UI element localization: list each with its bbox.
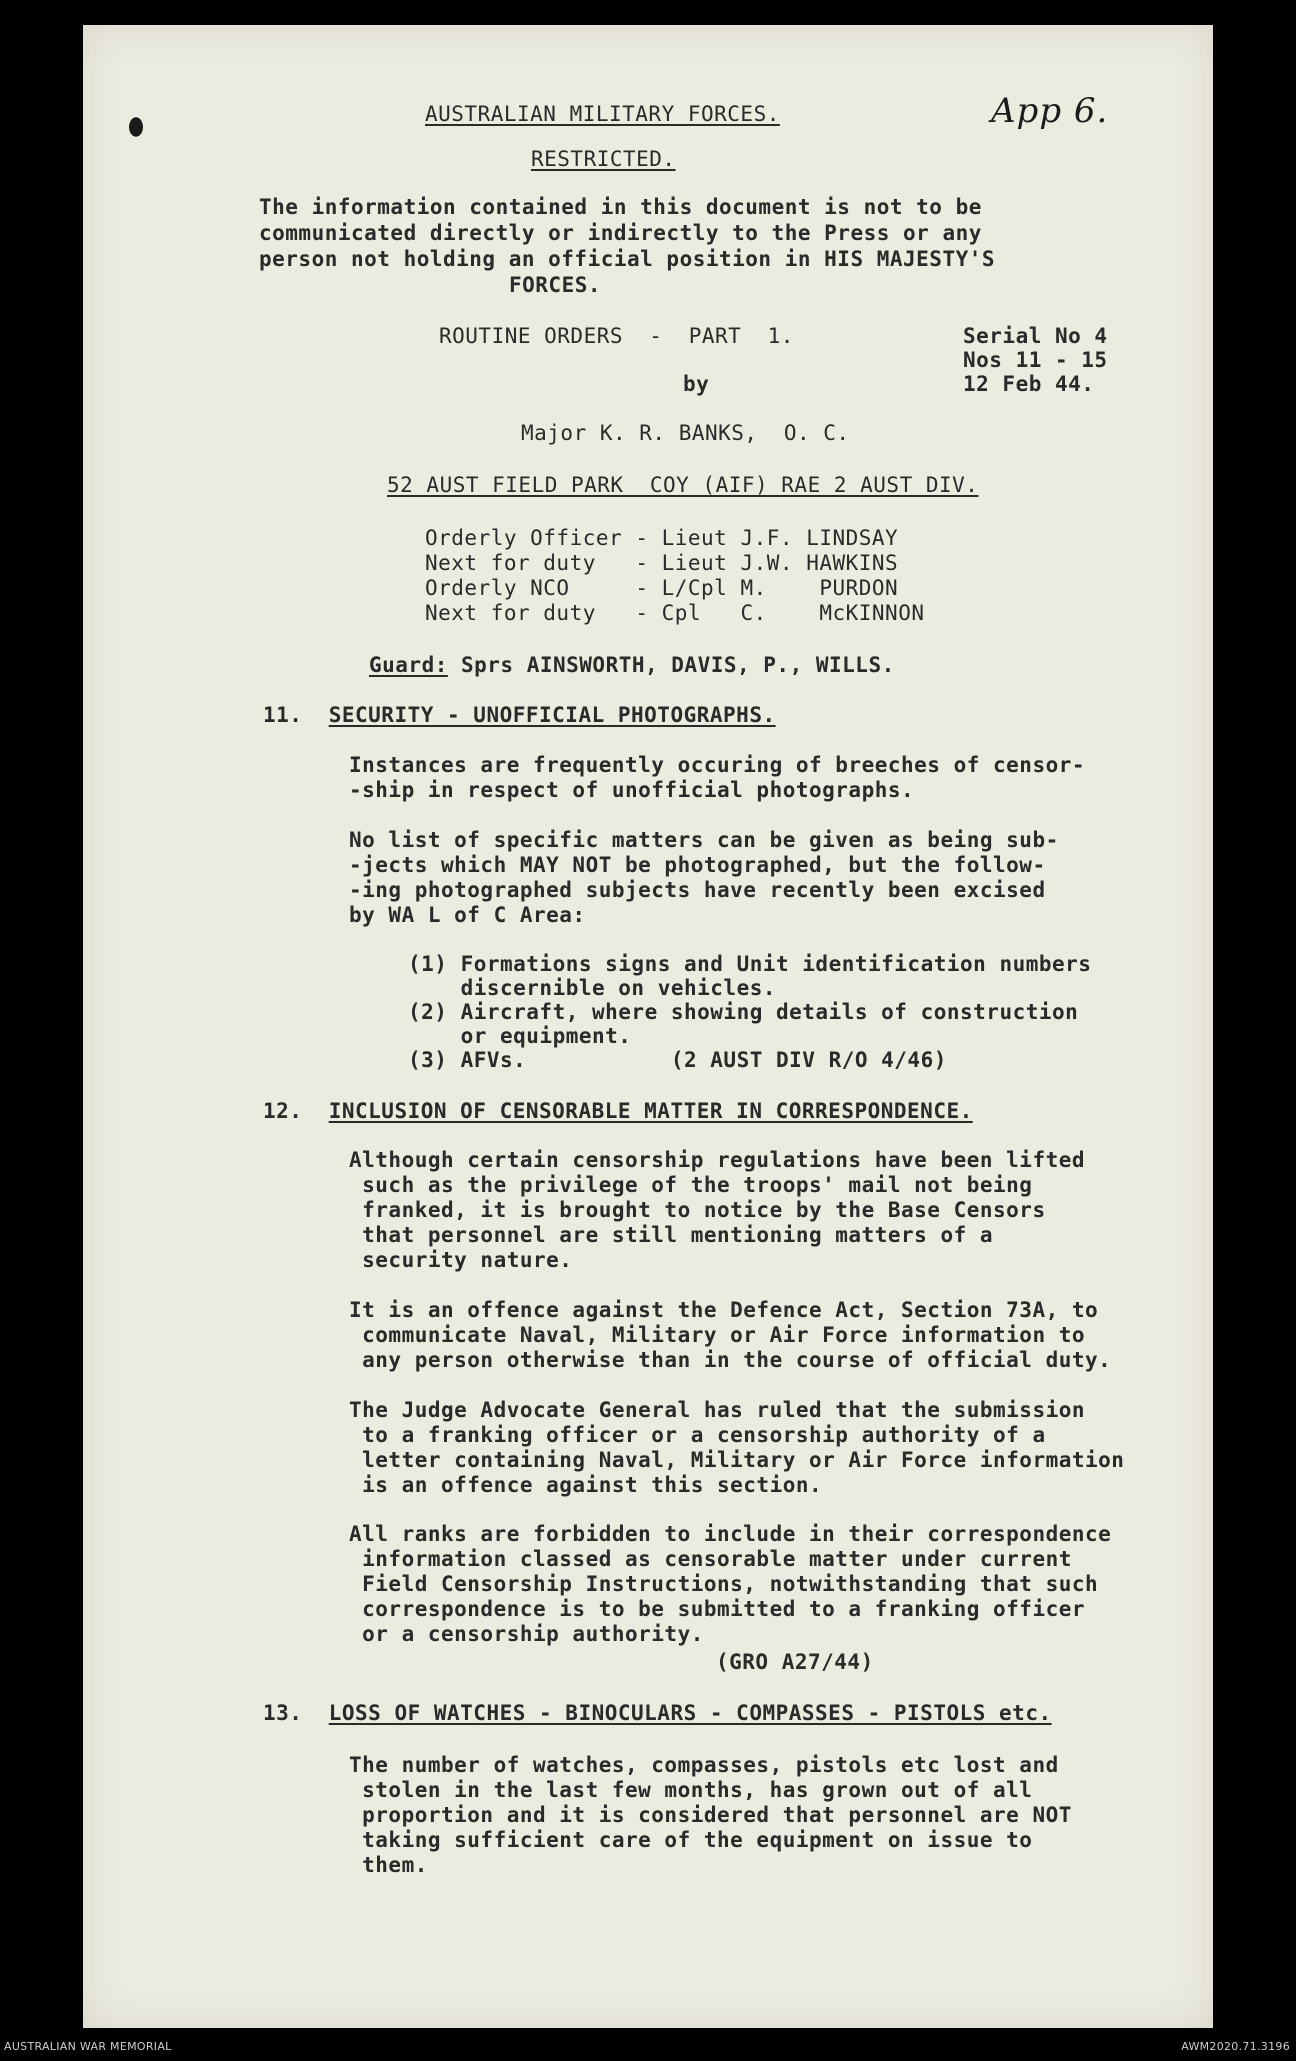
footer-institution: AUSTRALIAN WAR MEMORIAL [4,2040,172,2053]
classification-label: RESTRICTED. [531,147,676,171]
paragraph-line: Field Censorship Instructions, notwithstanding that such [349,1572,1099,1596]
duty-row: Next for duty - Lieut J.W. HAWKINS [425,551,899,575]
commanding-officer: Major K. R. BANKS, O. C. [521,421,850,445]
document-page: AUSTRALIAN MILITARY FORCES. App 6. RESTRICTED. The information contained in this document is not to be communicated directly or indirectly to the Press or any person not holding an official position in HIS MAJESTY'S FORCES. ROUTINE ORDERS - PART 1. Serial No 4 Nos 11 - 15 by 12 Feb 44. Major K. R. BANKS, O. C. 52 AUST FIELD PARK COY (AIF) RAE 2 AUST DIV. Orderly Officer - Lieut J.F. LINDSAY Next for duty - Lieut J.W. HAWKINS Orderly NCO - L/Cpl M. PURDON Next for duty - Cpl C. McKINNON Guard: Sprs AINSWORTH, DAVIS, P., WILLS. 11. SECURITY - UNOFFICIAL PHOTOGRAPHS. Instances are frequently occuring of breeches of censor- -ship in respect of unofficial photographs. No list of specific matters can be given as being sub- -jects which MAY NOT be photographed, but the follow- -ing photographed subjects have recently been excised by WA L of C Area: (1) Formations signs and Unit identification numbers discernible on vehicles. (2) Aircraft, where showing details of construction or equipment. (3) AFVs. (2 AUST DIV R/O 4/46) 12. INCLUSION OF CENSORABLE MATTER IN CORRESPONDENCE. Although certain censorship regulations have been lifted such as the privilege of the troops' mail not being franked, it is brought to notice by the Base Censors that personnel are still mentioning matters of a security nature. It is an offence against the Defence Act, Section 73A, to communicate Naval, Military or Air Force information to any person otherwise than in the course of official duty. The Judge Advocate General has ruled that the submission to a franking officer or a censorship authority of a letter containing Naval, Military or Air Force information is an offence against this section. All ranks are forbidden to include in their correspondence information classed as censorable matter under current Field Censorship Instructions, notwithstanding that such correspondence is to be submitted to a franking officer or a censorship authority. (GRO A27/44) 13. LOSS OF WATCHES - BINOCULARS - COMPASSES - PISTOLS etc. The number of watches, compasses, pistols etc lost and stolen in the last few months, has grown out of all proportion and it is considered that personnel are NOT taking sufficient care of the equipment on issue to them. [83,25,1213,2028]
punch-hole [129,117,143,137]
paragraph-line: No list of specific matters can be given as being sub- [349,828,1059,852]
list-item: discernible on vehicles. [408,976,777,1000]
paragraph-line: communicate Naval, Military or Air Force information to [349,1323,1086,1347]
paragraph-line: to a franking officer or a censorship authority of a [349,1423,1046,1447]
serial-number: Serial No 4 [963,324,1108,348]
duty-row: Next for duty - Cpl C. McKINNON [425,601,925,625]
paragraph-line: All ranks are forbidden to include in their correspondence [349,1522,1112,1546]
paragraph-line: letter containing Naval, Military or Air Force information [349,1448,1125,1472]
list-item: (1) Formations signs and Unit identification numbers [408,952,1092,976]
reference-note: (GRO A27/44) [716,1650,874,1674]
section-13-heading: 13. LOSS OF WATCHES - BINOCULARS - COMPASSES - PISTOLS etc. [263,1701,1052,1725]
paragraph-line: or a censorship authority. [349,1622,704,1646]
order-numbers: Nos 11 - 15 [963,348,1108,372]
paragraph-line: It is an offence against the Defence Act, Section 73A, to [349,1298,1099,1322]
by-line: by [683,372,710,396]
paragraph-line: that personnel are still mentioning matters of a [349,1223,994,1247]
order-date: 12 Feb 44. [963,372,1095,396]
paragraph-line: information classed as censorable matter under current [349,1547,1072,1571]
paragraph-line: The number of watches, compasses, pistols etc lost and [349,1753,1059,1777]
unit-name: 52 AUST FIELD PARK COY (AIF) RAE 2 AUST DIV. [387,473,979,497]
paragraph-line: franked, it is brought to notice by the Base Censors [349,1198,1046,1222]
guard-line: Guard: Sprs AINSWORTH, DAVIS, P., WILLS. [369,653,895,677]
paragraph-line: -jects which MAY NOT be photographed, but the follow- [349,853,1046,877]
paragraph-line: Instances are frequently occuring of breeches of censor- [349,753,1086,777]
paragraph-line: security nature. [349,1248,573,1272]
paragraph-line: The Judge Advocate General has ruled that the submission [349,1398,1086,1422]
footer-accession-number: AWM2020.71.3196 [1181,2040,1290,2053]
list-item: (3) AFVs. (2 AUST DIV R/O 4/46) [408,1048,947,1072]
duty-row: Orderly NCO - L/Cpl M. PURDON [425,576,899,600]
paragraph-line: -ing photographed subjects have recently been excised [349,878,1046,902]
paragraph-line: taking sufficient care of the equipment on issue to [349,1828,1033,1852]
handwritten-appendix-ref: App 6. [991,91,1109,131]
section-11-heading: 11. SECURITY - UNOFFICIAL PHOTOGRAPHS. [263,703,776,727]
paragraph-line: is an offence against this section. [349,1473,823,1497]
list-item: (2) Aircraft, where showing details of construction [408,1000,1079,1024]
paragraph-line: stolen in the last few months, has grown out of all [349,1778,1033,1802]
list-item: or equipment. [408,1024,632,1048]
paragraph-line: Although certain censorship regulations have been lifted [349,1148,1086,1172]
orders-heading: ROUTINE ORDERS - PART 1. [439,324,794,348]
paragraph-line: them. [349,1853,428,1877]
duty-row: Orderly Officer - Lieut J.F. LINDSAY [425,526,899,550]
paragraph-line: proportion and it is considered that personnel are NOT [349,1803,1072,1827]
paragraph-line: by WA L of C Area: [349,903,586,927]
document-title: AUSTRALIAN MILITARY FORCES. [425,102,780,126]
section-12-heading: 12. INCLUSION OF CENSORABLE MATTER IN CORRESPONDENCE. [263,1099,973,1123]
paragraph-line: -ship in respect of unofficial photographs. [349,778,915,802]
paragraph-line: correspondence is to be submitted to a franking officer [349,1597,1086,1621]
paragraph-line: any person otherwise than in the course of official duty. [349,1348,1112,1372]
paragraph-line: such as the privilege of the troops' mail not being [349,1173,1033,1197]
